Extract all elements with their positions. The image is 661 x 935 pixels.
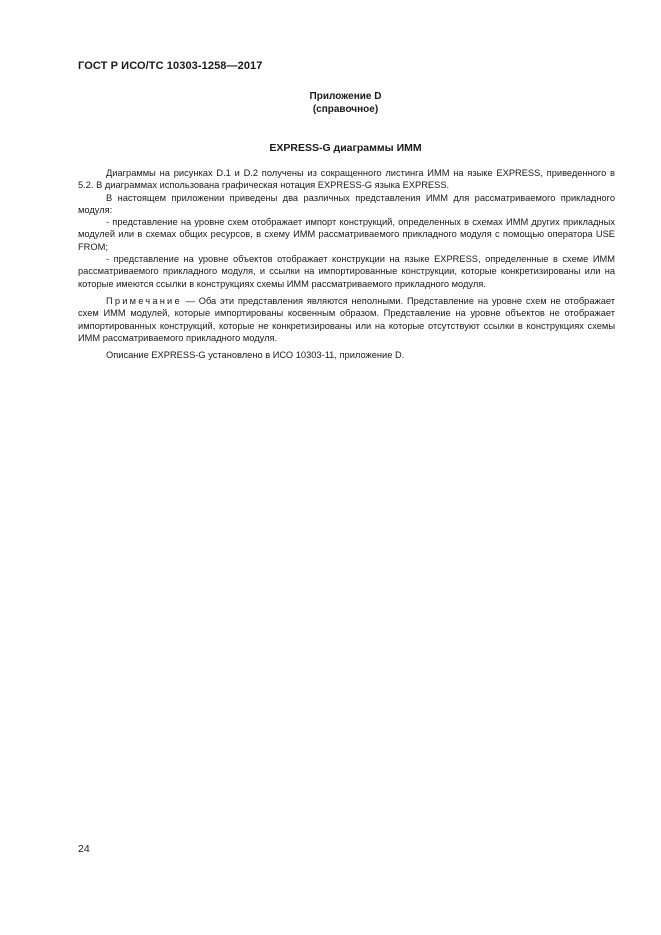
- note-label: Примечание: [106, 295, 182, 306]
- note-paragraph: [78, 295, 615, 344]
- paragraph-object-level: - представление на уровне объектов отображает конструкции на языке EXPRESS, определенные в схеме ИММ рассматриваемого прикладного модуля, и ссылки на импортированные конструкции, которые конкретизированы или на которые имеются ссылки в конструкциях схемы ИММ рассматриваемого прикладного модуля.: [78, 254, 615, 289]
- appendix-title: Приложение D: [309, 91, 382, 102]
- body-text: [78, 167, 615, 361]
- section-title: EXPRESS-G диаграммы ИММ: [269, 142, 422, 154]
- note-text: — Оба эти представления являются неполными. Представление на уровне схем не отображает схем ИММ модулей, которые импортированы косвенным образом. Представление на уровне объектов не отображает импортированных конструкций, которые не конкретизированы или на которые отсутствуют ссылки в конструкциях схемы ИММ рассматриваемого прикладного модуля.: [78, 295, 615, 343]
- paragraph-2: В настоящем приложении приведены два различных представления ИММ для рассматриваемого прикладного модуля:: [78, 192, 615, 215]
- paragraph-1: Диаграммы на рисунках D.1 и D.2 получены из сокращенного листинга ИММ на языке EXPRESS, приведенного в 5.2. В диаграммах использована графическая нотация EXPRESS-G языка EXPRESS.: [78, 168, 615, 191]
- paragraph-schema-level: - представление на уровне схем отображает импорт конструкций, определенных в схемах ИММ других прикладных модулей или в схемах общих ресурсов, в схему ИММ рассматриваемого прикладного модуля с помощью оператора USE FROM;: [78, 217, 615, 252]
- standard-code-header: ГОСТ Р ИСО/ТС 10303-1258—2017: [78, 60, 263, 72]
- paragraph-express-g-ref: Описание EXPRESS-G установлено в ИСО 10303-11, приложение D.: [106, 350, 405, 361]
- page-number: 24: [78, 843, 90, 855]
- appendix-subtitle: (справочное): [312, 104, 379, 115]
- appendix-heading: [0, 90, 661, 116]
